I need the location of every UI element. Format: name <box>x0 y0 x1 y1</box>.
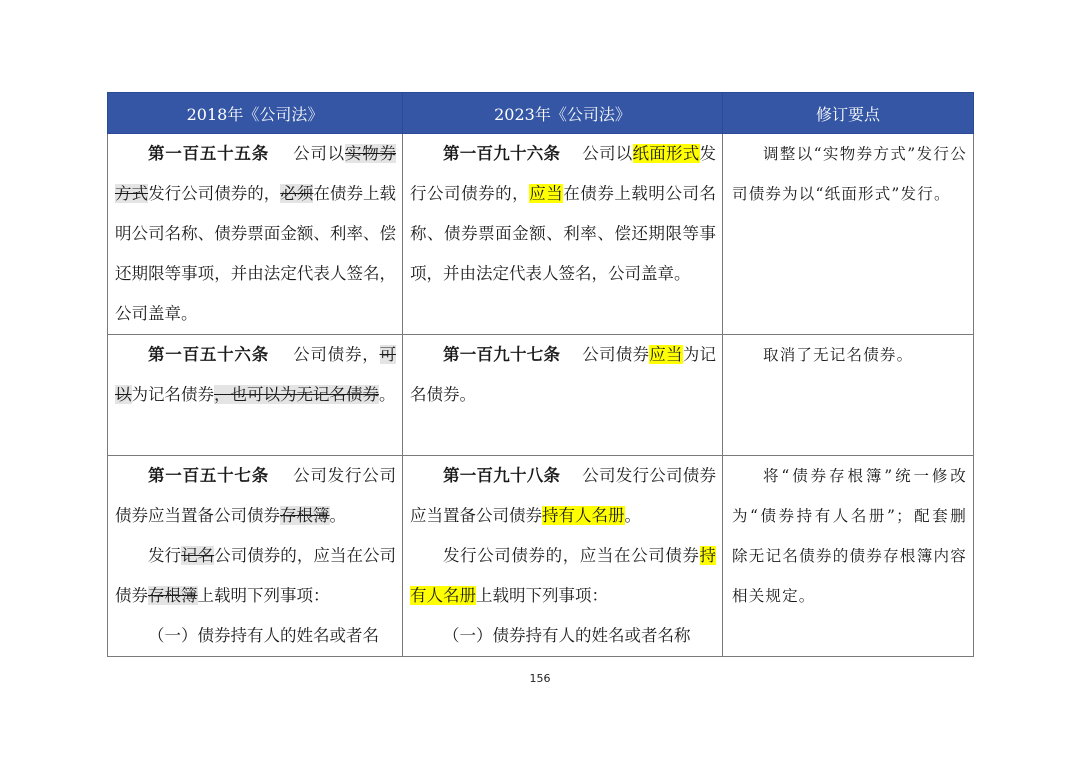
page-number: 156 <box>529 672 551 685</box>
highlighted-text: 持有人名册 <box>410 546 716 605</box>
highlighted-text: 持有人名册 <box>542 506 625 525</box>
article-text: 发行公司债券的， <box>148 184 281 203</box>
revision-note: 将“债券存根簿”统一修改为“债券持有人名册”；配套删除无记名债券的债券存根簿内容相关规定。 <box>723 456 974 657</box>
new-article-196 <box>403 134 723 335</box>
header-2023-law: 2023年《公司法》 <box>403 93 723 134</box>
new-article-198 <box>403 456 723 657</box>
article-title: 第一百五十五条 <box>148 144 269 163</box>
highlighted-text: 纸面形式 <box>632 144 700 163</box>
article-text: 公司债券， <box>293 345 380 364</box>
deleted-text: 必须 <box>280 184 314 203</box>
article-text: 在债券上载明公司名称、债券票面金额、利率、偿还期限等事项，并由法定代表人签名，公司盖章。 <box>115 184 396 323</box>
revision-note: 调整以“实物券方式”发行公司债券为以“纸面形式”发行。 <box>723 134 974 335</box>
table-row <box>108 134 974 335</box>
header-revision-points: 修订要点 <box>723 93 974 134</box>
article-title: 第一百九十七条 <box>443 345 561 364</box>
article-text: 发行公司债券的，应当在公司债券 <box>443 546 700 565</box>
new-article-197 <box>403 335 723 456</box>
article-text: 上载明下列事项： <box>476 586 608 605</box>
article-text: 为记名债券 <box>131 385 214 404</box>
article-text: 公司发行公司债券应当置备公司债券 <box>410 466 717 525</box>
article-text: 在债券上载明公司名称、债券票面金额、利率、偿还期限等事项，并由法定代表人签名，公司盖章。 <box>410 184 717 283</box>
deleted-text: 可以 <box>115 345 397 404</box>
table-header-row <box>108 93 974 134</box>
header-2018-law: 2018年《公司法》 <box>108 93 403 134</box>
deleted-text: 存根簿 <box>280 506 330 525</box>
highlighted-text: 应当 <box>529 184 564 203</box>
deleted-text: 存根簿 <box>148 586 198 605</box>
revision-note: 取消了无记名债券。 <box>723 335 974 456</box>
deleted-text: 实物券方式 <box>115 144 397 203</box>
article-title: 第一百五十六条 <box>148 345 269 364</box>
article-text: 。 <box>329 506 346 525</box>
article-text: 公司发行公司债券应当置备公司债券 <box>115 466 397 525</box>
article-item: （一）债券持有人的姓名或者名 <box>148 626 379 645</box>
old-article-156 <box>108 335 403 456</box>
deleted-text: 记名 <box>181 546 215 565</box>
old-article-155 <box>108 134 403 335</box>
highlighted-text: 应当 <box>649 345 683 364</box>
article-text: 公司债券 <box>582 345 650 364</box>
article-item: （一）债券持有人的姓名或者名称 <box>443 626 691 645</box>
law-comparison-table <box>107 92 974 657</box>
table-row <box>108 456 974 657</box>
article-title: 第一百九十八条 <box>443 466 561 485</box>
article-text: 。 <box>379 385 396 404</box>
article-text: 公司以 <box>293 144 345 163</box>
deleted-text: ，也可以为无记名债券 <box>214 385 379 404</box>
article-text: 公司债券的，应当在公司债券 <box>115 546 397 605</box>
article-text: 发行公司债券的， <box>410 144 717 203</box>
article-text: 上载明下列事项： <box>197 586 330 605</box>
table-row <box>108 335 974 456</box>
article-text: 发行 <box>148 546 182 565</box>
article-text: 公司以 <box>582 144 633 163</box>
article-text: 。 <box>624 506 641 525</box>
article-text: 为记名债券。 <box>410 345 717 404</box>
old-article-157 <box>108 456 403 657</box>
article-title: 第一百五十七条 <box>148 466 269 485</box>
article-title: 第一百九十六条 <box>443 144 561 163</box>
